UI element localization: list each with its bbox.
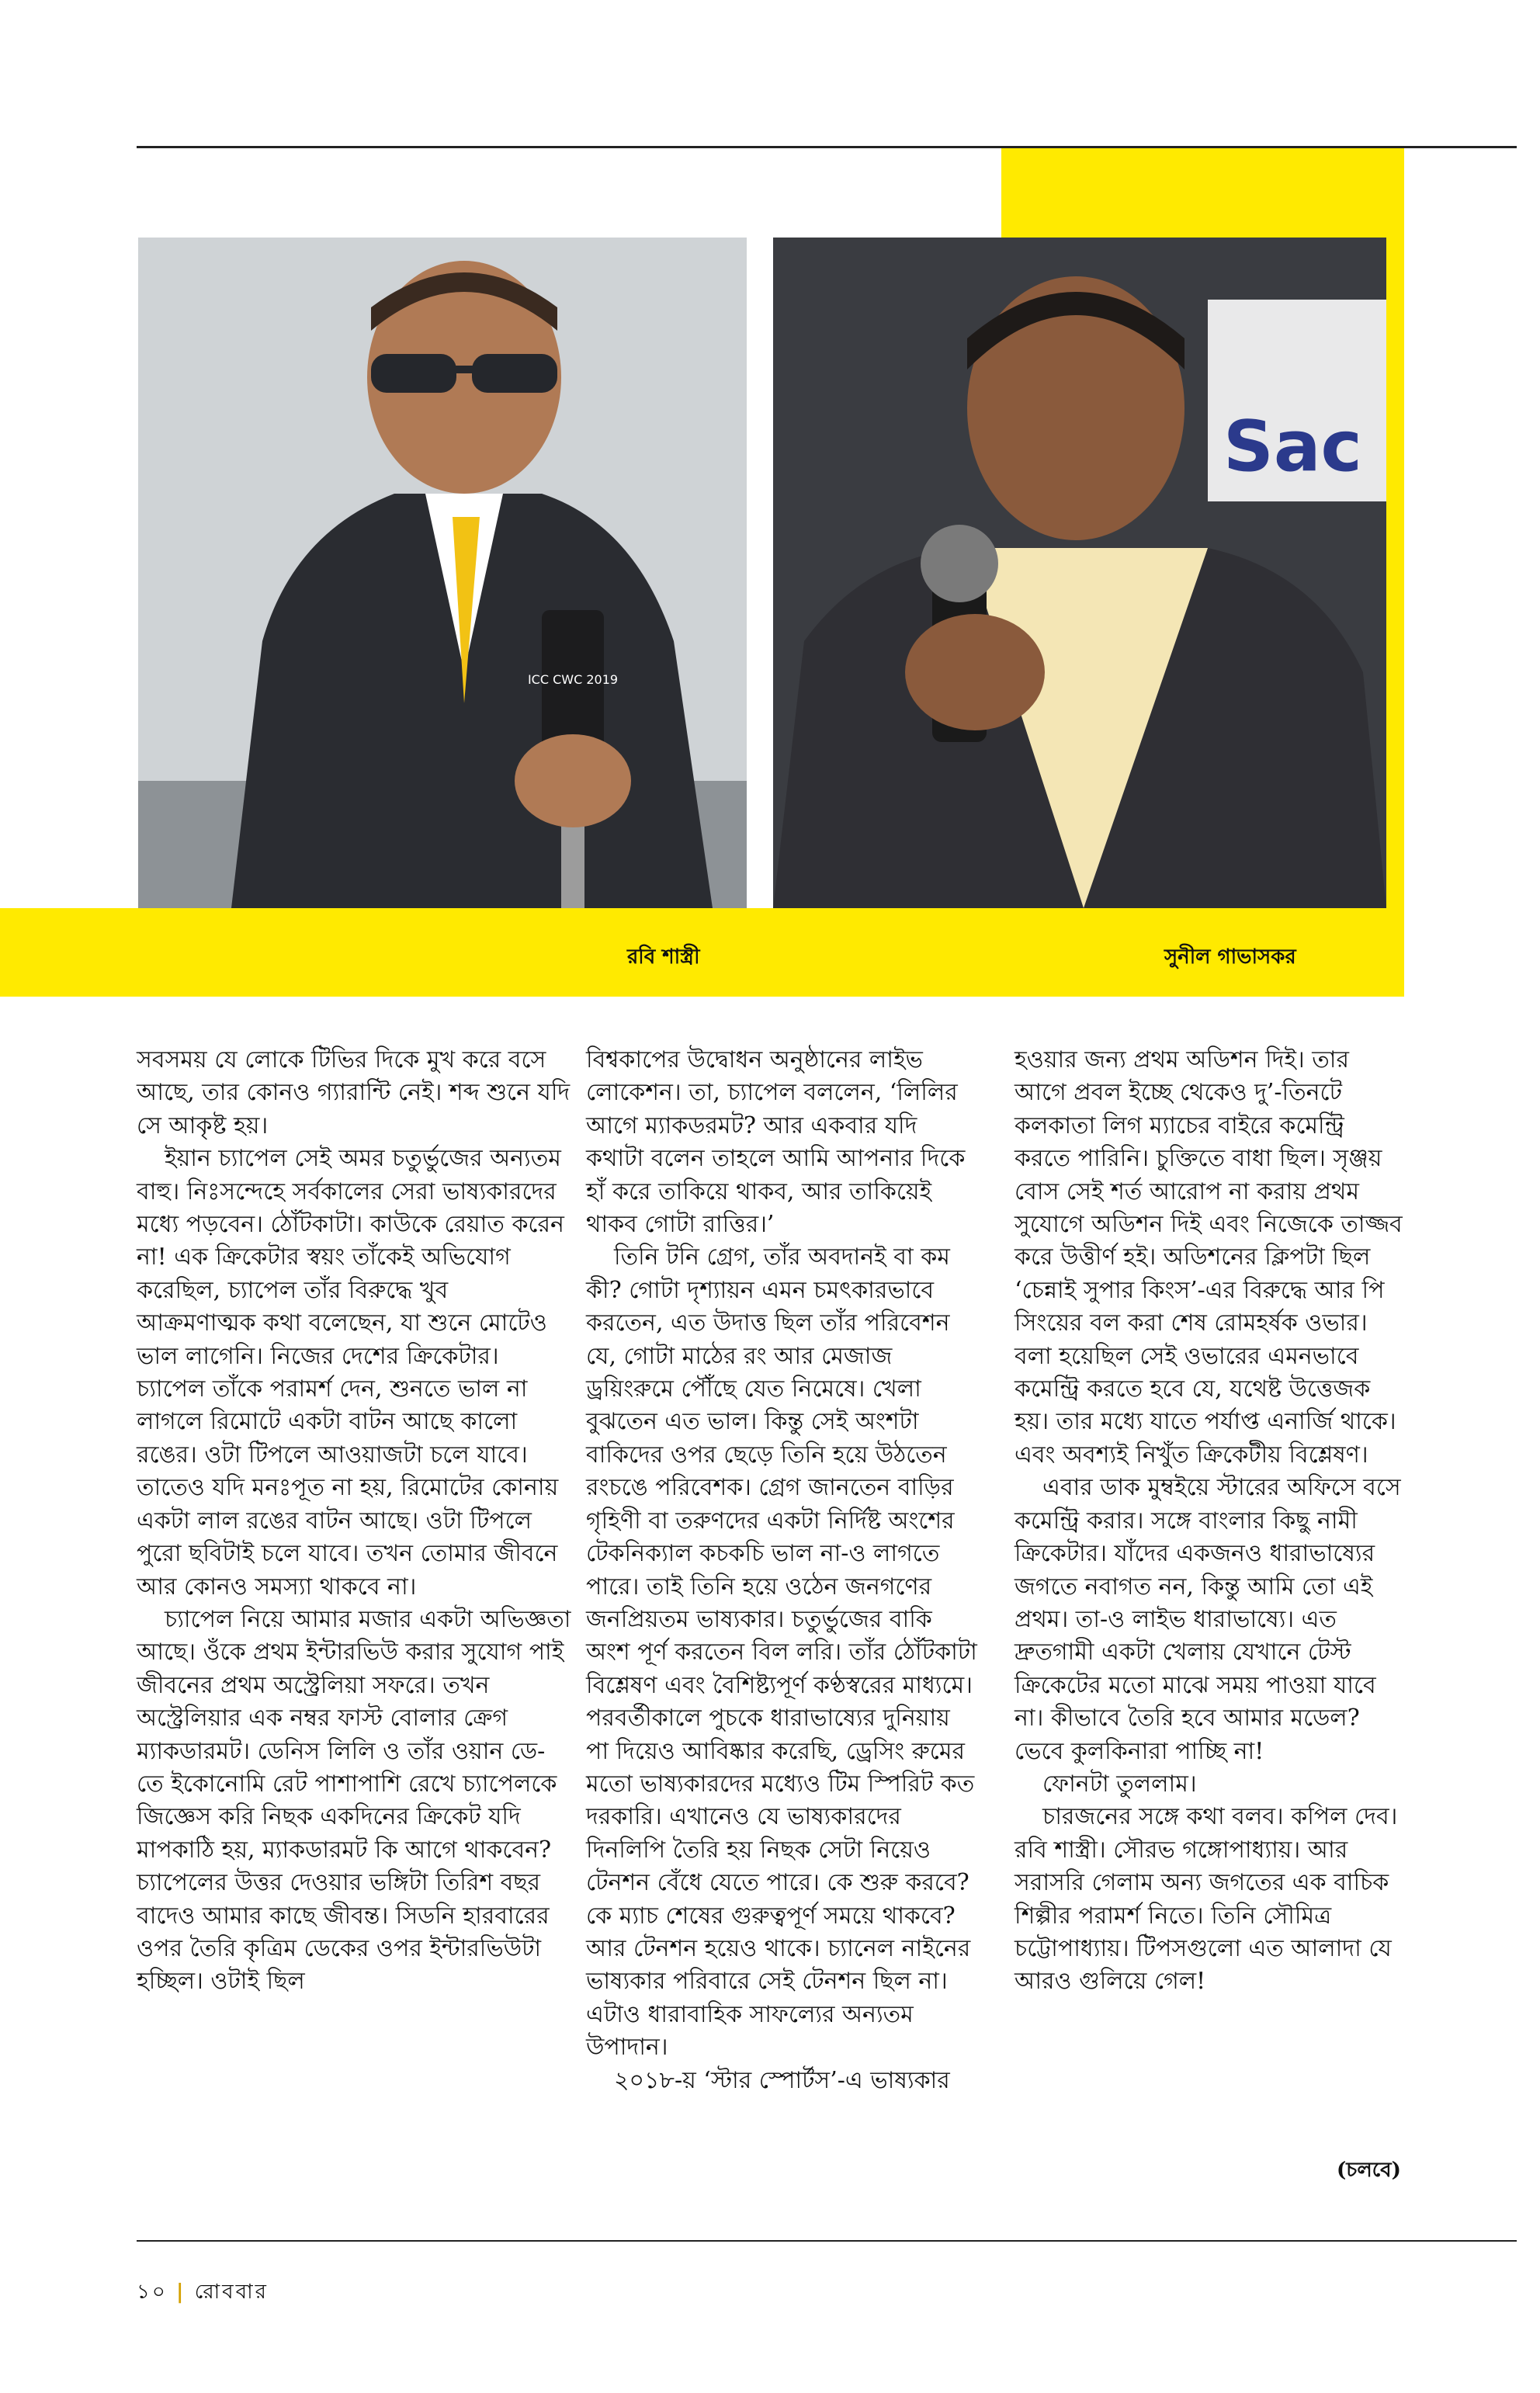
column-2	[586, 1044, 978, 2097]
continued-label: (চলবে)	[1337, 2159, 1401, 2182]
page-footer	[137, 2276, 269, 2310]
magazine-name: রোববার	[194, 2280, 269, 2304]
sunil-gavaskar-illustration	[773, 238, 1386, 908]
mic-flag-text: ICC CWC 2019	[527, 672, 619, 687]
photo-ravi-shastri	[138, 238, 747, 908]
caption-right: সুনীল গাভাসকর	[1164, 945, 1296, 969]
paragraph: চারজনের সঙ্গে কথা বলব। কপিল দেব। রবি শাস্ত্রী। সৌরভ গঙ্গোপাধ্যায়। আর সরাসরি গেলাম অন্য জগতের এক বাচিক শিল্পীর পরামর্শ নিতে। তিনি সৌমিত্র চট্টোপাধ্যায়। টিপসগুলো এত আলাদা যে আরও গুলিয়ে গেল!	[1015, 1803, 1398, 1996]
ravi-shastri-illustration	[138, 238, 747, 908]
paragraph: হওয়ার জন্য প্রথম অডিশন দিই। তার আগে প্রবল ইচ্ছে থেকেও দু’-তিনটে কলকাতা লিগ ম্যাচের বাইরে কমেন্ট্রি করতে পারিনি। চুক্তিতে বাধা ছিল। সৃঞ্জয় বোস সেই শর্ত আরোপ না করায় প্রথম সুযোগে অডিশন দিই এবং নিজেকে তাজ্জব করে উত্তীর্ণ হই। অডিশনের ক্লিপটা ছিল ‘চেন্নাই সুপার কিংস’-এর বিরুদ্ধে আর পি সিংয়ের বল করা শেষ রোমহর্ষক ওভার। বলা হয়েছিল সেই ওভারের এমনভাবে কমেন্ট্রি করতে হবে যে, যথেষ্ট উত্তেজক হয়। তার মধ্যে যাতে পর্যাপ্ত এনার্জি থাকে। এবং অবশ্যই নিখুঁত ক্রিকেটীয় বিশ্লেষণ।	[1015, 1046, 1403, 1469]
paragraph: বিশ্বকাপের উদ্বোধন অনুষ্ঠানের লাইভ লোকেশন। তা, চ্যাপেল বললেন, ‘লিলির আগে ম্যাকডরমট? আর একবার যদি কথাটা বলেন তাহলে আমি আপনার দিকে হাঁ করে তাকিয়ে থাকব, আর তাকিয়েই থাকব গোটা রাত্তির।’	[586, 1046, 966, 1239]
paragraph: তিনি টনি গ্রেগ, তাঁর অবদানই বা কম কী? গোটা দৃশ্যায়ন এমন চমৎকারভাবে করতেন, এত উদাত্ত ছিল তাঁর পরিবেশন যে, গোটা মাঠের রং আর মেজাজ ড্রয়িংরুমে পৌঁছে যেত নিমেষে। খেলা বুঝতেন এত ভাল। কিন্তু সেই অংশটা বাকিদের ওপর ছেড়ে তিনি হয়ে উঠতেন রংচঙে পরিবেশক। গ্রেগ জানতেন বাড়ির গৃহিণী বা তরুণদের একটা নির্দিষ্ট অংশের টেকনিক্যাল কচকচি ভাল না-ও লাগতে পারে। তাই তিনি হয়ে ওঠেন জনগণের জনপ্রিয়তম ভাষ্যকার। চতুর্ভুজের বাকি অংশ পূর্ণ করতেন বিল লরি। তাঁর ঠোঁটকাটা বিশ্লেষণ এবং বৈশিষ্ট্যপূর্ণ কণ্ঠস্বরের মাধ্যমে। পরবর্তীকালে পুচকে ধারাভাষ্যের দুনিয়ায় পা দিয়েও আবিষ্কার করেছি, ড্রেসিং রুমের মতো ভাষ্যকারদের মধ্যেও টিম স্পিরিট কত দরকারি। এখানেও যে ভাষ্যকারদের দিনলিপি তৈরি হয় নিছক সেটা নিয়েও টেনশন বেঁধে যেতে পারে। কে শুরু করবে? কে ম্যাচ শেষের গুরুত্বপূর্ণ সময়ে থাকবে? আর টেনশন হয়েও থাকে। চ্যানেল নাইনের ভাষ্যকার পরিবারে সেই টেনশন ছিল না। এটাও ধারাবাহিক সাফল্যের অন্যতম উপাদান।	[586, 1243, 977, 2062]
paragraph: ইয়ান চ্যাপেল সেই অমর চতুর্ভুজের অন্যতম বাহু। নিঃসন্দেহে সর্বকালের সেরা ভাষ্যকারদের মধ্যে পড়বেন। ঠোঁটকাটা। কাউকে রেয়াত করেন না! এক ক্রিকেটার স্বয়ং তাঁকেই অভিযোগ করেছিল, চ্যাপেল তাঁর বিরুদ্ধে খুব আক্রমণাত্মক কথা বলেছেন, যা শুনে মোটেও ভাল লাগেনি। নিজের দেশের ক্রিকেটার। চ্যাপেল তাঁকে পরামর্শ দেন, শুনতে ভাল না লাগলে রিমোটে একটা বাটন আছে কালো রঙের। ওটা টিপলে আওয়াজটা চলে যাবে। তাতেও যদি মনঃপূত না হয়, রিমোটের কোনায় একটা লাল রঙের বাটন আছে। ওটা টিপলে পুরো ছবিটাই চলে যাবে। তখন তোমার জীবনে আর কোনও সমস্যা থাকবে না।	[137, 1145, 564, 1601]
footer-separator: |	[176, 2280, 186, 2304]
backdrop-text: Sac	[1223, 406, 1362, 487]
column-3	[1015, 1044, 1406, 1999]
paragraph: এবার ডাক মুম্বইয়ে স্টারের অফিসে বসে কমেন্ট্রি করার। সঙ্গে বাংলার কিছু নামী ক্রিকেটার। যাঁদের একজনও ধারাভাষ্যের জগতে নবাগত নন, কিন্তু আমি তো এই প্রথম। তা-ও লাইভ ধারাভাষ্যে। এত দ্রুতগামী একটা খেলায় যেখানে টেস্ট ক্রিকেটের মতো মাঝে সময় পাওয়া যাবে না। কীভাবে তৈরি হবে আমার মডেল? ভেবে কুলকিনারা পাচ্ছি না!	[1015, 1474, 1401, 1765]
paragraph: ২০১৮-য় ‘স্টার স্পোর্টস’-এ ভাষ্যকার	[614, 2066, 950, 2094]
paragraph: সবসময় যে লোকে টিভির দিকে মুখ করে বসে আছে, তার কোনও গ্যারান্টি নেই। শব্দ শুনে যদি সে আকৃষ্ট হয়।	[137, 1046, 571, 1139]
bottom-rule	[137, 2240, 1517, 2242]
paragraph: চ্যাপেল নিয়ে আমার মজার একটা অভিজ্ঞতা আছে। ওঁকে প্রথম ইন্টারভিউ করার সুযোগ পাই জীবনের প্রথম অস্ট্রেলিয়া সফরে। তখন অস্ট্রেলিয়ার এক নম্বর ফাস্ট বোলার ক্রেগ ম্যাকডারমট। ডেনিস লিলি ও তাঁর ওয়ান ডে-তে ইকোনোমি রেট পাশাপাশি রেখে চ্যাপেলকে জিজ্ঞেস করি নিছক একদিনের ক্রিকেট যদি মাপকাঠি হয়, ম্যাকডারমট কি আগে থাকবেন? চ্যাপেলের উত্তর দেওয়ার ভঙ্গিটা তিরিশ বছর বাদেও আমার কাছে জীবন্ত। সিডনি হারবারের ওপর তৈরি কৃত্রিম ডেকের ওপর ইন্টারভিউটা হচ্ছিল। ওটাই ছিল	[137, 1605, 571, 1996]
caption-left: রবি শাস্ত্রী	[627, 945, 700, 969]
paragraph: ফোনটা তুললাম।	[1042, 1770, 1197, 1798]
photo-sunil-gavaskar	[773, 238, 1386, 908]
column-1	[137, 1044, 571, 1999]
page-number: ১০	[137, 2280, 168, 2304]
